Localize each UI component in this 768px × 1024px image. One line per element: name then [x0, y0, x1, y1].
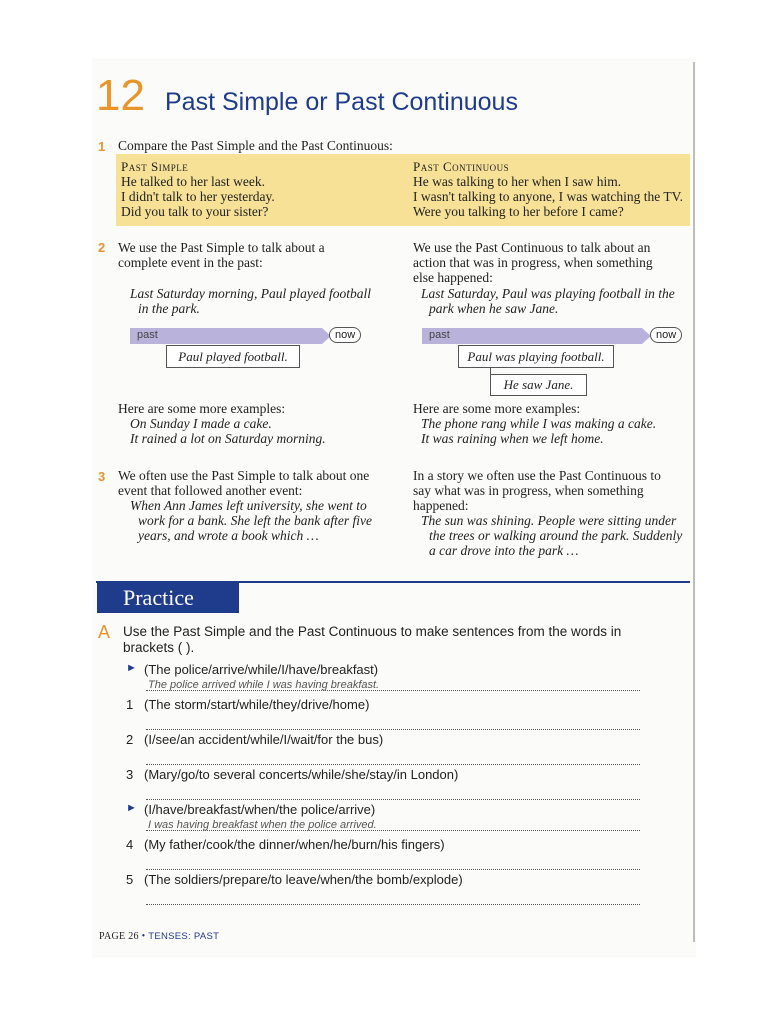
example-line: It was raining when we left home.: [421, 431, 604, 446]
text-line: event that followed another event:: [118, 483, 303, 498]
chapter-number: 12: [96, 71, 145, 120]
section-2-right-example: [421, 286, 675, 316]
answer-line[interactable]: [146, 857, 640, 870]
section-3-right-text: [413, 468, 661, 513]
item-number: 4: [126, 837, 134, 852]
he-saw-jane-box: He saw Jane.: [490, 374, 587, 396]
example-line: The sun was shining. People were sitting under: [421, 513, 677, 528]
right-more-examples: [413, 401, 656, 446]
page-number: PAGE 26: [99, 931, 139, 942]
example-line: On Sunday I made a cake.: [130, 416, 272, 431]
left-more-examples: [118, 401, 326, 446]
answer-line[interactable]: [146, 752, 640, 765]
example-line: Last Saturday morning, Paul played football: [130, 286, 371, 301]
section-2-right-text: [413, 240, 653, 285]
right-line-2: I wasn't talking to anyone, I was watching the TV.: [413, 189, 684, 204]
example-line: It rained a lot on Saturday morning.: [130, 431, 326, 446]
timeline-bar-left: [130, 328, 322, 344]
section-1-number: 1: [98, 139, 106, 154]
example-line: in the park.: [138, 301, 200, 316]
text-line: We use the Past Continuous to talk about an: [413, 240, 651, 255]
footer-bullet: •: [141, 931, 146, 942]
item-answer: The police arrived while I was having breakfast.: [148, 679, 380, 691]
exercise-item: [124, 732, 644, 767]
answer-line[interactable]: [146, 717, 640, 730]
text-line: happened:: [413, 498, 469, 513]
example-line: the trees or walking around the park. Suddenly: [429, 528, 683, 543]
item-number: 2: [126, 732, 134, 747]
timeline-now-label-left: now: [329, 327, 361, 343]
item-number: 5: [126, 872, 134, 887]
right-column-heading: Past Continuous: [413, 159, 510, 174]
exercise-item: [124, 697, 644, 732]
page-footer: [99, 931, 219, 942]
example-line: work for a bank. She left the bank after five: [138, 513, 372, 528]
comparison-right: [413, 159, 683, 219]
section-3-right-example: [421, 513, 682, 558]
example-marker: ►: [126, 802, 137, 814]
left-line-3: Did you talk to your sister?: [121, 204, 269, 219]
footer-section: TENSES: PAST: [148, 931, 220, 942]
example-line: park when he saw Jane.: [429, 301, 559, 316]
exercise-list: [124, 662, 644, 907]
example-line: The phone rang while I was making a cake.: [421, 416, 657, 431]
text-line: In a story we often use the Past Continuous to: [413, 468, 661, 483]
item-prompt: (My father/cook/the dinner/when/he/burn/his fingers): [144, 837, 445, 852]
item-prompt: (The police/arrive/while/I/have/breakfast): [144, 662, 379, 677]
instruction-line: brackets ( ).: [123, 640, 195, 655]
item-prompt: (The storm/start/while/they/drive/home): [144, 697, 370, 712]
text-line: say what was in progress, when something: [413, 483, 644, 498]
section-3-number: 3: [98, 469, 106, 484]
left-line-1: He talked to her last week.: [121, 174, 265, 189]
right-line-3: Were you talking to her before I came?: [413, 204, 624, 219]
answer-line[interactable]: [146, 892, 640, 905]
item-prompt: (The soldiers/prepare/to leave/when/the bomb/explode): [144, 872, 463, 887]
paul-was-playing-box: Paul was playing football.: [458, 345, 614, 368]
more-examples-label: Here are some more examples:: [413, 401, 581, 416]
timeline-past-label-right: past: [429, 329, 450, 341]
text-line: action that was in progress, when something: [413, 255, 653, 270]
page-edge: [693, 62, 695, 942]
item-prompt: (I/see/an accident/while/I/wait/for the bus): [144, 732, 384, 747]
exercise-item: [124, 837, 644, 872]
example-line: years, and wrote a book which …: [138, 528, 319, 543]
left-column-heading: Past Simple: [121, 159, 189, 174]
exercise-item: [124, 767, 644, 802]
exercise-item: [124, 662, 644, 697]
right-line-1: He was talking to her when I saw him.: [413, 174, 622, 189]
text-line: We use the Past Simple to talk about a: [118, 240, 325, 255]
item-number: 3: [126, 767, 134, 782]
text-line: We often use the Past Simple to talk about one: [118, 468, 370, 483]
text-line: else happened:: [413, 270, 493, 285]
chapter-title: Past Simple or Past Continuous: [165, 88, 518, 116]
section-3-left-example: [130, 498, 372, 543]
example-line: When Ann James left university, she went to: [130, 498, 367, 513]
example-line: Last Saturday, Paul was playing football in the: [421, 286, 675, 301]
timeline-bar-right: [422, 328, 642, 344]
section-2-number: 2: [98, 240, 106, 255]
answer-line[interactable]: [146, 787, 640, 800]
section-2-left-example: [130, 286, 371, 316]
item-prompt: (I/have/breakfast/when/the police/arrive): [144, 802, 376, 817]
exercise-item: [124, 802, 644, 837]
timeline-now-label-right: now: [650, 327, 682, 343]
exercise-instruction: [123, 624, 621, 656]
item-number: 1: [126, 697, 134, 712]
section-1-intro: Compare the Past Simple and the Past Continuous:: [118, 138, 393, 153]
practice-heading: Practice: [97, 583, 239, 613]
item-answer: I was having breakfast when the police arrived.: [148, 819, 377, 831]
exercise-item: [124, 872, 644, 907]
paul-played-football-box: Paul played football.: [166, 345, 300, 368]
section-3-left-text: [118, 468, 369, 498]
comparison-left: [121, 159, 275, 219]
section-2-left-text: [118, 240, 325, 270]
more-examples-label: Here are some more examples:: [118, 401, 286, 416]
example-marker: ►: [126, 662, 137, 674]
text-line: complete event in the past:: [118, 255, 263, 270]
exercise-letter: A: [98, 622, 111, 642]
left-line-2: I didn't talk to her yesterday.: [121, 189, 275, 204]
example-line: a car drove into the park …: [429, 543, 579, 558]
item-prompt: (Mary/go/to several concerts/while/she/stay/in London): [144, 767, 459, 782]
timeline-past-label-left: past: [137, 329, 158, 341]
instruction-line: Use the Past Simple and the Past Continuous to make sentences from the words in: [123, 624, 622, 639]
